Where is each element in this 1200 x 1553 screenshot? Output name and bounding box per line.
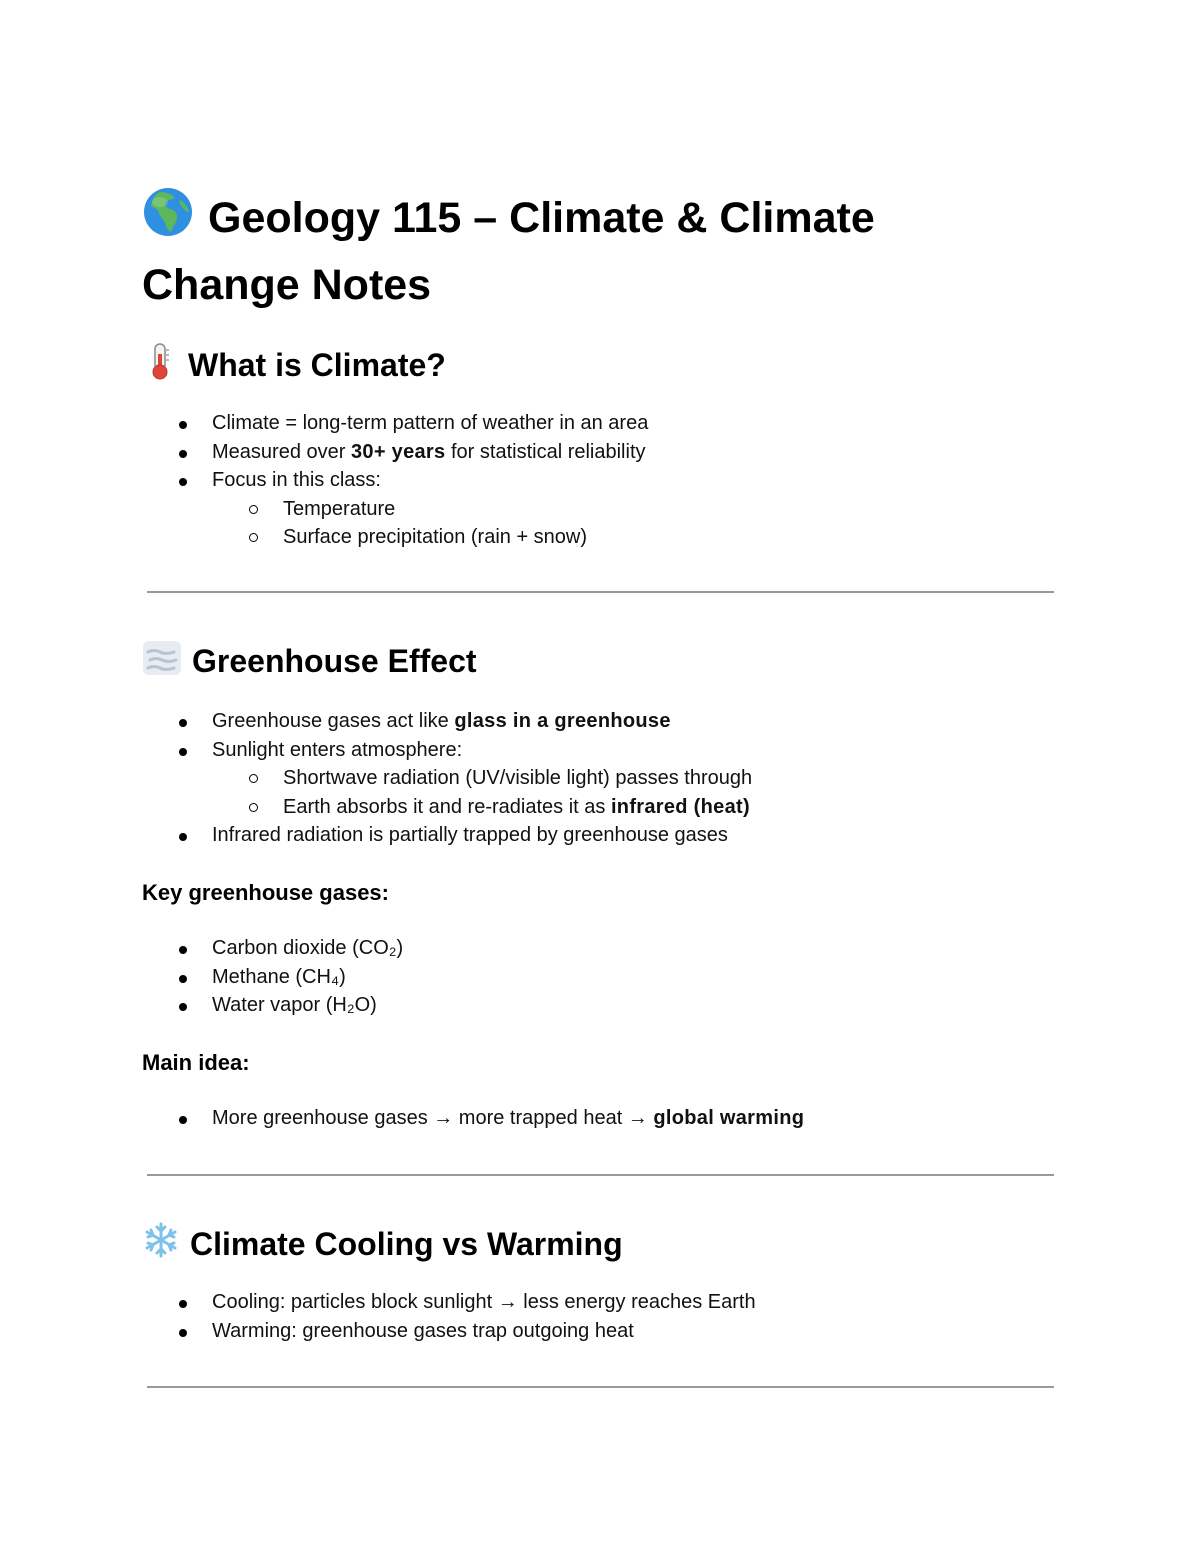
list-item: Greenhouse gases act like glass in a greenhouse [142,707,752,736]
page-title [142,186,1042,316]
list-item: Measured over 30+ years for statistical reliability [142,438,648,467]
section-heading-text: What is Climate? [188,347,446,383]
list-item: Water vapor (H₂O) [142,991,403,1020]
section-heading-greenhouse-effect [142,640,477,685]
list-item: Infrared radiation is partially trapped by greenhouse gases [142,821,752,850]
list-item: Climate = long-term pattern of weather in an area [142,409,648,438]
title-line-1: Geology 115 – Climate & Climate [208,194,875,242]
section-heading-text: Climate Cooling vs Warming [190,1226,623,1262]
sub-list-item: Shortwave radiation (UV/visible light) passes through [142,764,752,793]
horizontal-rule [147,591,1054,593]
cooling-warming-list [142,1288,756,1345]
sub-list-item: Surface precipitation (rain + snow) [142,523,648,552]
section-heading-what-is-climate [142,342,446,389]
greenhouse-effect-list [142,707,752,850]
main-idea-heading: Main idea: [142,1050,250,1075]
fog-cloud-icon [142,640,182,685]
climate-definition-list [142,409,648,552]
list-item: Focus in this class: [142,466,648,495]
key-greenhouse-gases-heading: Key greenhouse gases: [142,880,389,905]
horizontal-rule [147,1174,1054,1176]
section-heading-cooling-vs-warming [142,1221,623,1268]
sub-list-item: Earth absorbs it and re-radiates it as infrared (heat) [142,793,752,822]
greenhouse-gases-list [142,934,403,1020]
list-item: Carbon dioxide (CO₂) [142,934,403,963]
snowflake-icon [142,1221,180,1268]
title-line-2: Change Notes [142,261,432,309]
list-item: Methane (CH₄) [142,963,403,992]
horizontal-rule [147,1386,1054,1388]
list-item: Warming: greenhouse gases trap outgoing heat [142,1317,756,1346]
list-item: Sunlight enters atmosphere: [142,736,752,765]
main-idea-list [142,1104,804,1133]
sub-list-item: Temperature [142,495,648,524]
thermometer-icon [142,342,178,389]
section-heading-text: Greenhouse Effect [192,643,477,679]
list-item: Cooling: particles block sunlight → less energy reaches Earth [142,1288,756,1317]
list-item: More greenhouse gases → more trapped heat → global warming [142,1104,804,1133]
globe-africa-icon [142,186,194,255]
